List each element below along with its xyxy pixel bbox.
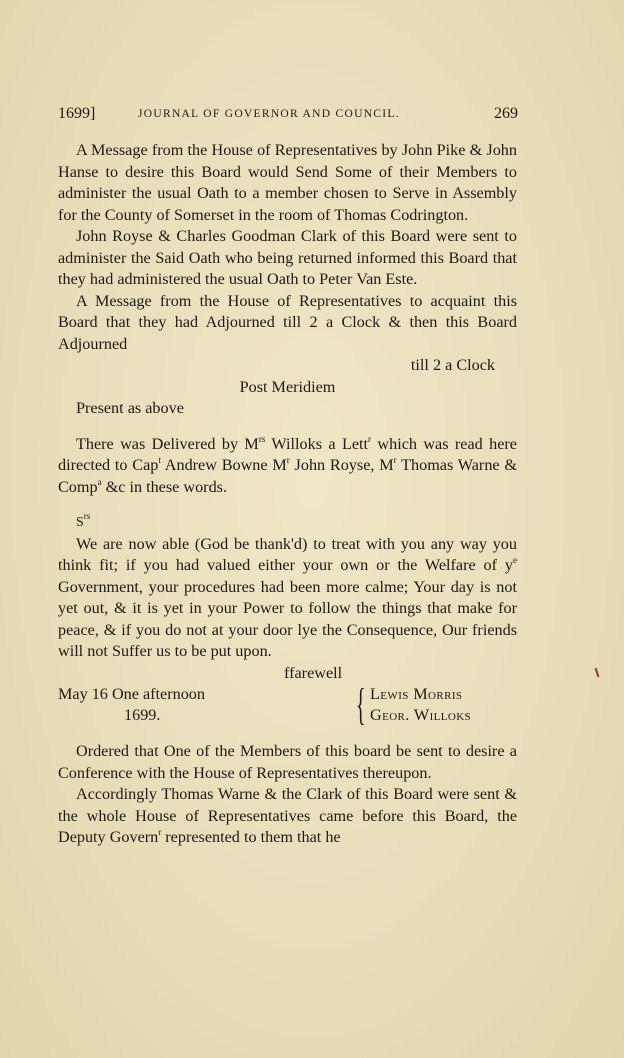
- paragraph-conference-ordered: Ordered that One of the Members of this board be sent to desire a Conference with the House of Representatives thereupon.: [58, 742, 517, 782]
- signatory-geor-willoks: Geor. Willoks: [370, 706, 472, 724]
- letter-salutation: $S^{rs}$: [76, 511, 91, 530]
- page-header: [58, 100, 518, 128]
- letter-signature-block: [58, 680, 517, 729]
- letter-farewell: ffarewell: [284, 663, 343, 682]
- adjourn-time: till 2 a Clock: [410, 356, 495, 374]
- header-year: 1699]: [58, 105, 96, 122]
- paragraph-letter-delivered: There was Delivered by $M^{rs}$ Willoks a Lett$^r$ which was read here directed to Cap$^t$ Andrew Bowne $M^r$ John Royse, $M^r$ Thomas Warne & Comp$^a$ &c in these words.: [58, 433, 517, 496]
- signatory-lewis-morris: Lewis Morris: [370, 685, 463, 703]
- signature-brace: {: [356, 680, 366, 729]
- letter-date: May 16 One afternoon: [58, 685, 205, 703]
- page-number: 269: [494, 105, 518, 122]
- present-line: Present as above: [76, 399, 184, 417]
- paragraph-message-somerset: A Message from the House of Representatives by John Pike & John Hanse to desire this Board would Send Some of their Members to administer the usual Oath to a member chosen to Serve in Assembly for the County of Somerset in the room of Thomas Codrington.: [58, 141, 517, 224]
- running-title: JOURNAL OF GOVERNOR AND COUNCIL.: [138, 108, 400, 120]
- margin-ink-mark: [595, 668, 600, 677]
- page-body: [58, 140, 517, 849]
- paragraph-oath-administered: John Royse & Charles Goodman Clark of this Board were sent to administer the Said Oath who being returned informed this Board that they had administered the usual Oath to Peter Van Este.: [58, 227, 517, 288]
- post-meridiem-heading: Post Meridiem: [239, 377, 336, 396]
- letter-body: We are now able (God be thank'd) to treat with you any way you think fit; if you had valued either your own or the Welfare of $y^e$ Government, your procedures had been more calme; Your day is not yet out, & it is yet in your Power to follow the things that make for peace, & if you do not at your door lye the Consequence, Our friends will not Suffer us to be put upon.: [58, 534, 517, 660]
- paragraph-adjourned: A Message from the House of Representatives to acquaint this Board that they had Adjourned till 2 a Clock & then this Board Adjourned: [58, 291, 517, 353]
- letter-year: 1699.: [124, 706, 161, 724]
- paragraph-house-came: Accordingly Thomas Warne & the Clark of this Board were sent & the whole House of Representatives came before this Board, the Deputy Govern$^r$ represented to them that he: [58, 785, 517, 846]
